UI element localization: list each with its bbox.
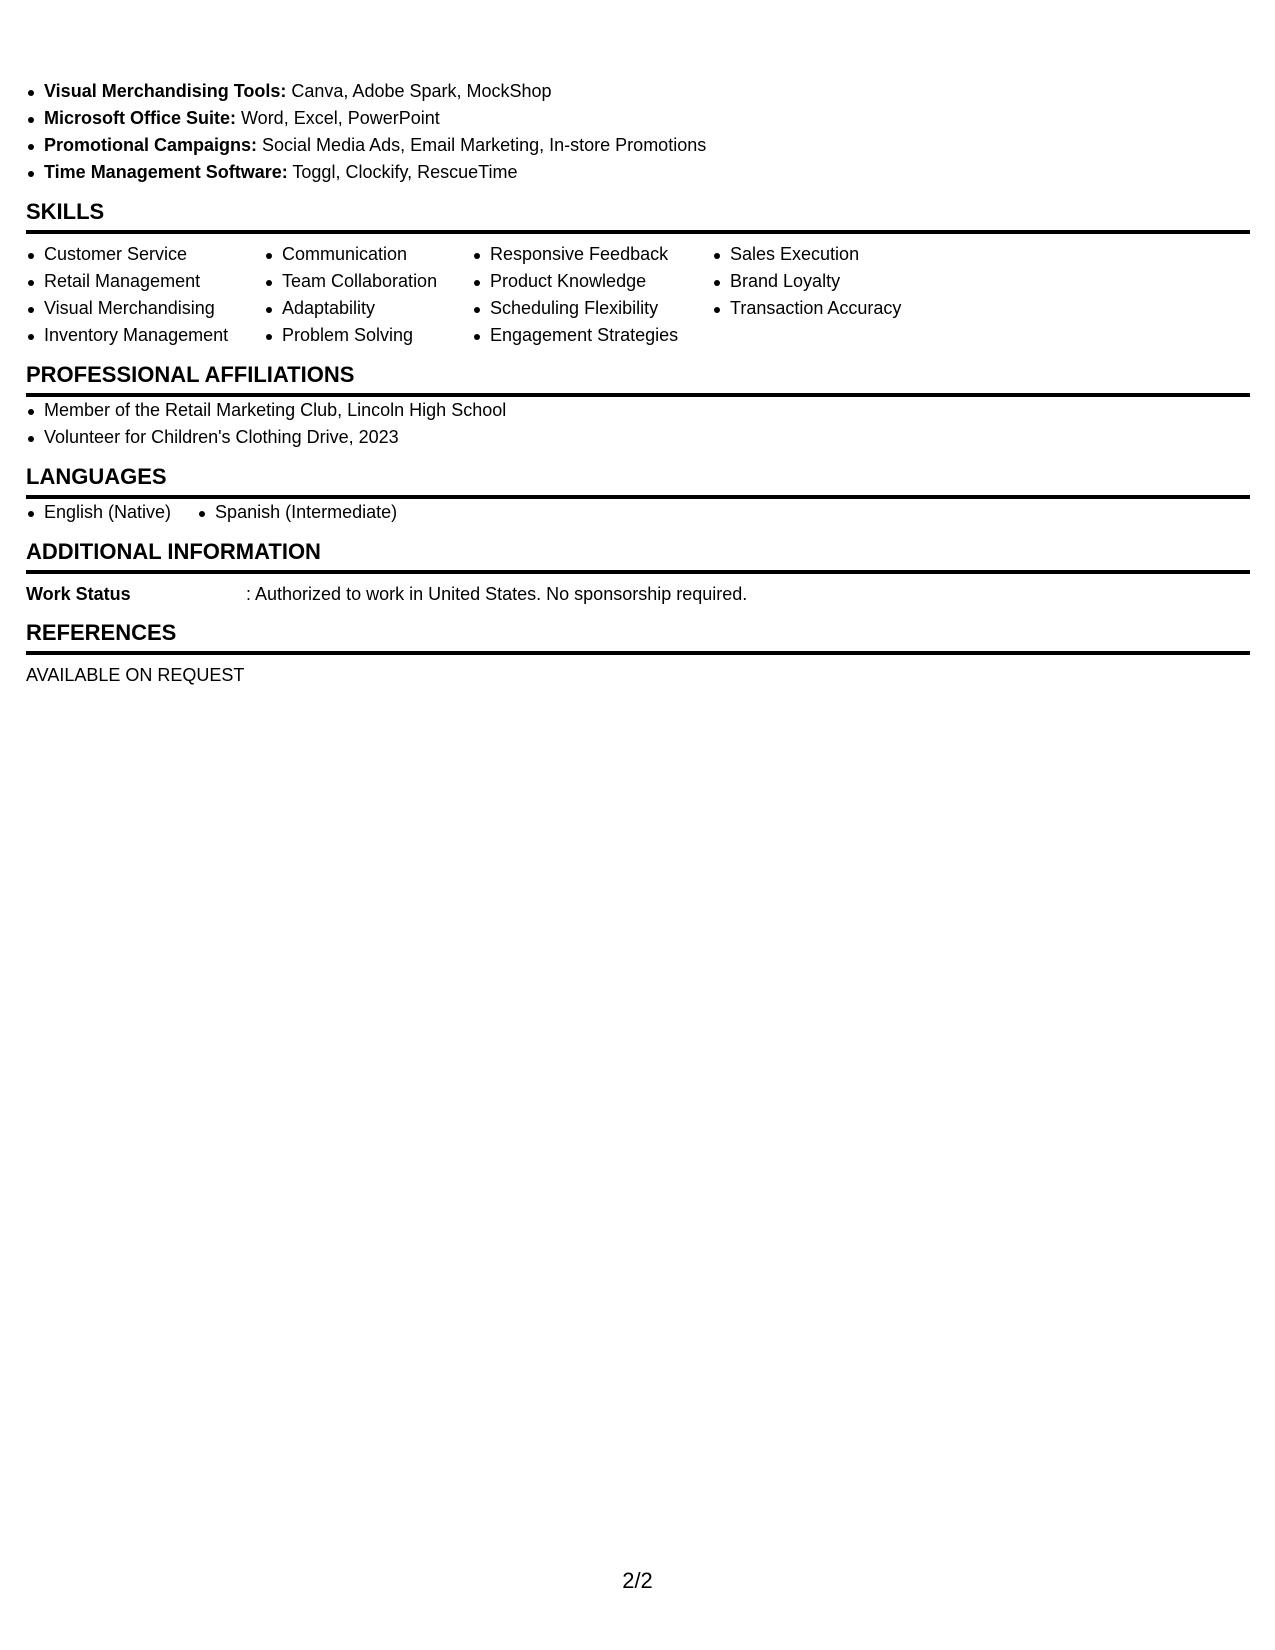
affiliations-section (26, 361, 1250, 451)
skill-item: Communication (264, 241, 472, 268)
tools-item-value: Social Media Ads, Email Marketing, In-store Promotions (257, 135, 707, 155)
tools-item-label: Microsoft Office Suite: (44, 108, 237, 128)
skills-section (26, 198, 1250, 349)
languages-section (26, 463, 1250, 526)
resume-page (26, 78, 1250, 688)
work-status-label: Work Status (26, 584, 131, 604)
additional-info-heading: ADDITIONAL INFORMATION (26, 538, 1250, 574)
skills-column (264, 241, 472, 349)
skills-column (712, 241, 952, 349)
languages-heading: LANGUAGES (26, 463, 1250, 499)
skill-item: Transaction Accuracy (712, 295, 952, 322)
skill-item: Scheduling Flexibility (472, 295, 712, 322)
tools-item (26, 78, 1250, 105)
skills-heading: SKILLS (26, 198, 1250, 234)
tools-item-value: Toggl, Clockify, RescueTime (287, 162, 518, 182)
skills-column (472, 241, 712, 349)
language-item: English (Native) (26, 499, 171, 526)
references-text: AVAILABLE ON REQUEST (26, 665, 245, 685)
language-item: Spanish (Intermediate) (197, 499, 397, 526)
skills-columns (26, 241, 1250, 349)
skill-item: Sales Execution (712, 241, 952, 268)
affiliations-list (26, 397, 1250, 451)
tools-item (26, 132, 1250, 159)
additional-info-section (26, 538, 1250, 607)
tools-item-label: Promotional Campaigns: (44, 135, 258, 155)
affiliations-heading: PROFESSIONAL AFFILIATIONS (26, 361, 1250, 397)
work-status-row (26, 581, 1250, 607)
skill-item: Responsive Feedback (472, 241, 712, 268)
tools-list (26, 78, 1250, 186)
skills-column (26, 241, 264, 349)
tools-item-label: Time Management Software: (44, 162, 288, 182)
affiliation-item: Volunteer for Children's Clothing Drive, 2023 (26, 424, 1250, 451)
skill-item: Customer Service (26, 241, 264, 268)
references-heading: REFERENCES (26, 619, 1250, 655)
skill-item: Engagement Strategies (472, 322, 712, 349)
tools-item (26, 159, 1250, 186)
tools-item-value: Word, Excel, PowerPoint (236, 108, 440, 128)
skill-item: Adaptability (264, 295, 472, 322)
references-section (26, 619, 1250, 688)
page-number: 2/2 (622, 1568, 653, 1593)
skill-item: Retail Management (26, 268, 264, 295)
skill-item: Visual Merchandising (26, 295, 264, 322)
languages-list (26, 499, 1250, 526)
tools-item (26, 105, 1250, 132)
work-status-value: : Authorized to work in United States. No sponsorship required. (246, 584, 748, 604)
skill-item: Problem Solving (264, 322, 472, 349)
skill-item: Product Knowledge (472, 268, 712, 295)
affiliation-item: Member of the Retail Marketing Club, Lincoln High School (26, 397, 1250, 424)
skill-item: Brand Loyalty (712, 268, 952, 295)
tools-item-value: Canva, Adobe Spark, MockShop (286, 81, 552, 101)
skill-item: Inventory Management (26, 322, 264, 349)
tools-item-label: Visual Merchandising Tools: (44, 81, 287, 101)
skill-item: Team Collaboration (264, 268, 472, 295)
